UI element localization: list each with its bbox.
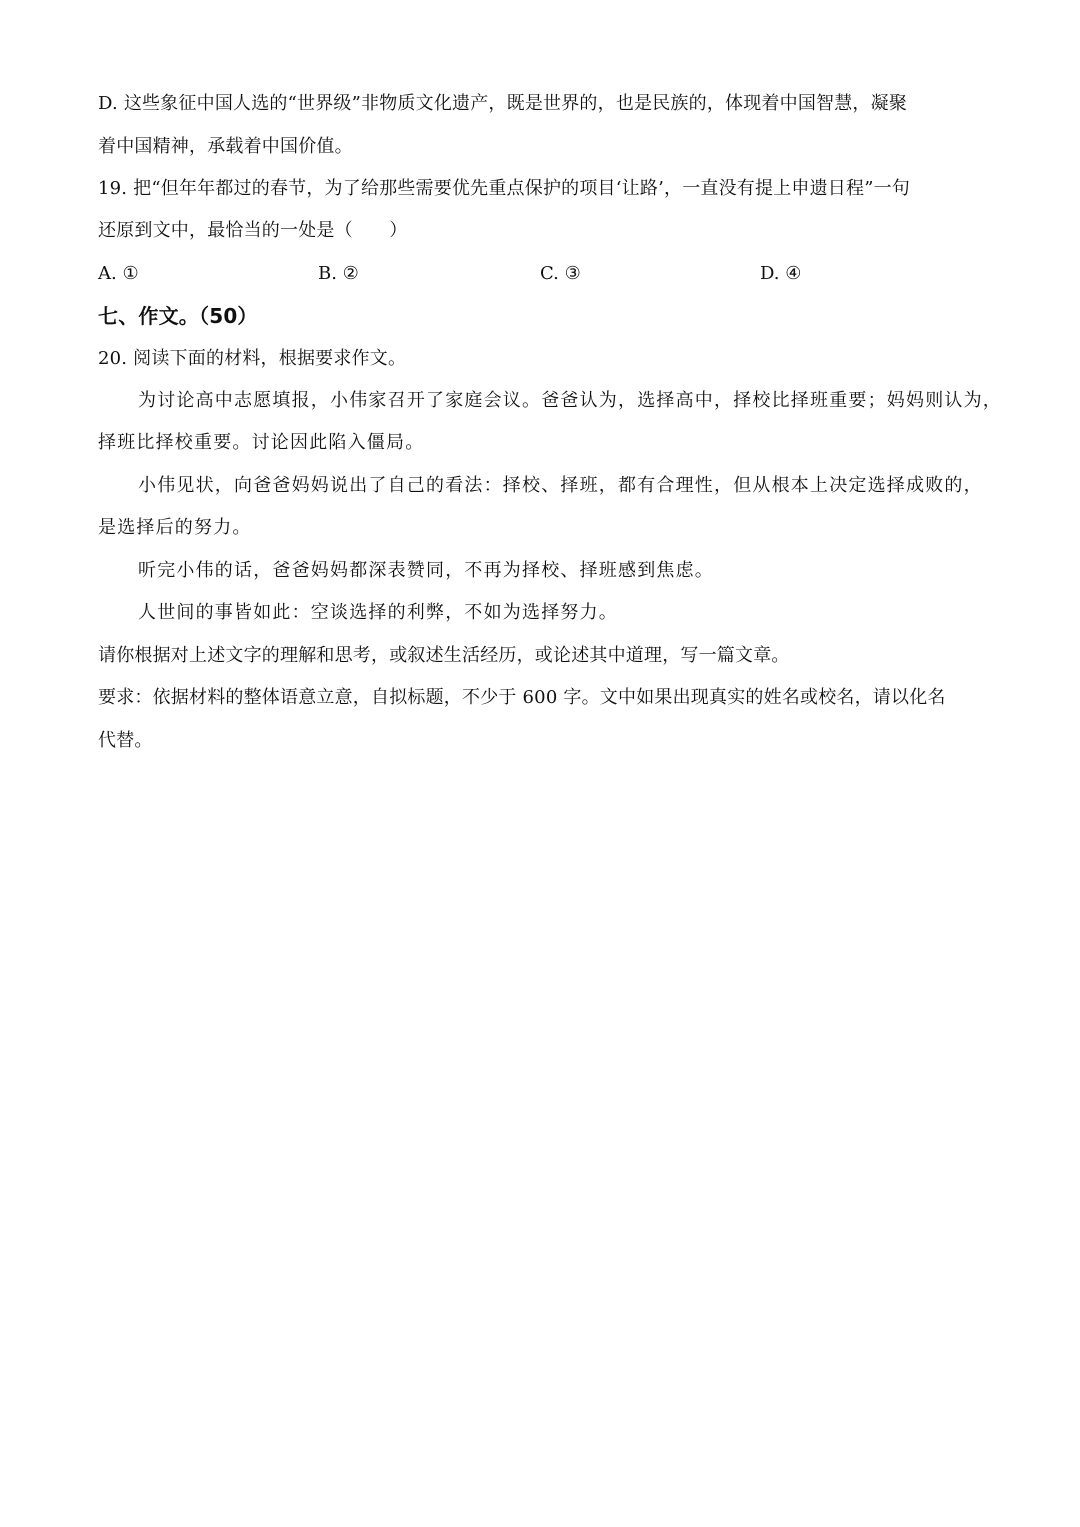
q20-material-line1: 为讨论高中志愿填报，小伟家召开了家庭会议。爸爸认为，选择高中，择校比择班重要；妈妈则认为， bbox=[138, 390, 1002, 411]
q19-option-a: A. ① bbox=[98, 263, 139, 284]
q18-option-d-line2: 着中国精神，承载着中国价值。 bbox=[98, 136, 353, 157]
q20-material-line5: 听完小伟的话，爸爸妈妈都深表赞同，不再为择校、择班感到焦虑。 bbox=[138, 560, 714, 581]
q20-material-line4: 是选择后的努力。 bbox=[98, 517, 252, 538]
q19-option-b: B. ② bbox=[318, 263, 359, 284]
q20-prompt: 请你根据对上述文字的理解和思考，或叙述生活经历，或论述其中道理，写一篇文章。 bbox=[98, 645, 790, 666]
q20-material-line3: 小伟见状，向爸爸妈妈说出了自己的看法：择校、择班，都有合理性，但从根本上决定选择成败的， bbox=[138, 475, 983, 496]
q19-option-c: C. ③ bbox=[540, 263, 581, 284]
q19-stem-line2: 还原到文中，最恰当的一处是（ ） bbox=[98, 220, 408, 241]
q20-intro: 20. 阅读下面的材料，根据要求作文。 bbox=[98, 348, 407, 369]
q19-option-d: D. ④ bbox=[760, 263, 802, 284]
q20-material-line2: 择班比择校重要。讨论因此陷入僵局。 bbox=[98, 432, 425, 453]
q20-requirement-line1: 要求：依据材料的整体语意立意，自拟标题，不少于 600 字。文中如果出现真实的姓名或校名，请以化名 bbox=[98, 687, 946, 708]
q20-material-line6: 人世间的事皆如此：空谈选择的利弊，不如为选择努力。 bbox=[138, 602, 618, 623]
q20-requirement-line2: 代替。 bbox=[98, 730, 153, 751]
q18-option-d-line1: D. 这些象征中国人选的“世界级”非物质文化遗产，既是世界的，也是民族的，体现着中国智慧，凝聚 bbox=[98, 93, 908, 114]
section7-heading: 七、作文。（50） bbox=[98, 304, 258, 328]
q19-stem-line1: 19. 把“但年年都过的春节，为了给那些需要优先重点保护的项目‘让路’，一直没有提上申遗日程”一句 bbox=[98, 178, 910, 199]
